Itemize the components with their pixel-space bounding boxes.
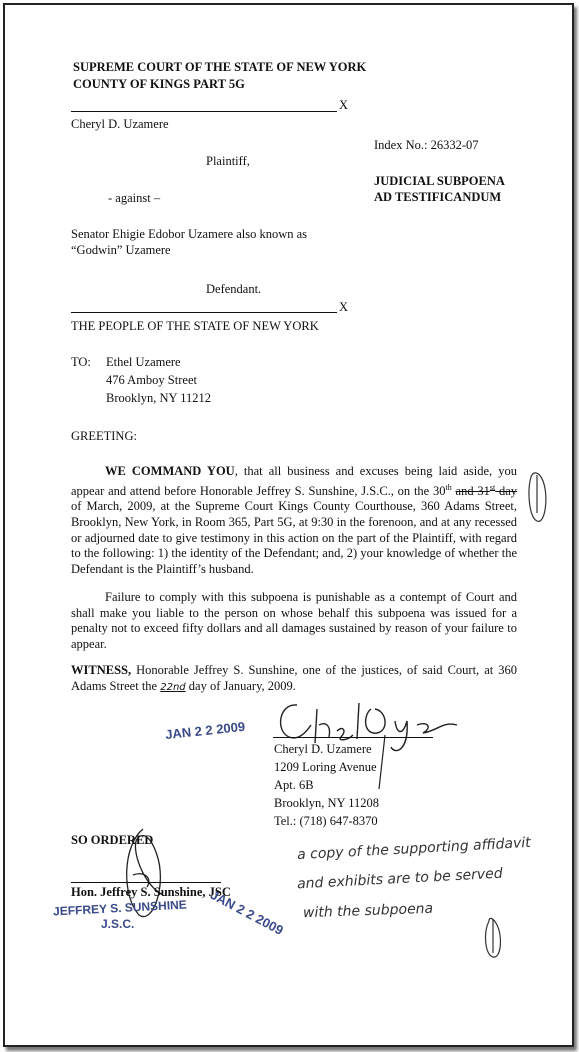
handwritten-note-2: and exhibits are to be served — [296, 865, 504, 893]
signature-scribble — [267, 691, 467, 791]
witness-heading: WITNESS, — [71, 663, 132, 677]
caption-x-top: X — [339, 98, 349, 112]
command-struck-date: and 31st day — [455, 482, 518, 498]
command-paragraph — [71, 464, 517, 577]
failure-paragraph: Failure to comply with this subpoena is punishable as a contempt of Court and shall make you liable to the person on whose behalf this subpoena was issued for a penalty not to exceed fifty dollars and all damages sustained by reason of your failure to appear. — [71, 590, 517, 651]
signer-name: Cheryl D. Uzamere — [274, 742, 372, 756]
date-stamp-2: JAN 2 2 2009 — [207, 887, 286, 938]
handwritten-note-3: with the subpoena — [302, 900, 434, 922]
subpoena-title-2: AD TESTIFICANDUM — [374, 190, 502, 204]
signer-apt: Apt. 6B — [274, 778, 314, 792]
document-page — [3, 3, 574, 1047]
defendant-name-1: Senator Ehigie Edobor Uzamere also known as — [71, 227, 308, 241]
plaintiff-label: Plaintiff, — [206, 154, 250, 168]
index-number: Index No.: 26332-07 — [374, 138, 479, 152]
caption-bottom-line — [71, 312, 337, 313]
court-name: SUPREME COURT OF THE STATE OF NEW YORK — [73, 60, 367, 74]
recipient-city: Brooklyn, NY 11212 — [106, 391, 211, 405]
so-ordered: SO ORDERED — [71, 833, 154, 847]
judge-signature-line — [71, 882, 221, 883]
command-text-b: of March, 2009, at the Supreme Court Kings County Courthouse, 360 Adams Street, Brooklyn, New York, in Room 365, Part 5G, at 9:30 in the forenoon, and at any recessed or adjourned date to give testimony in this action on the part of the Plaintiff, with regard to the following: 1) the identity of the Defendant; and, 2) your knowledge of whether the Defendant is the Plaintiff’s husband. — [71, 499, 517, 576]
command-superscript-th: th — [445, 482, 452, 492]
subpoena-title-1: JUDICIAL SUBPOENA — [374, 174, 505, 188]
recipient-street: 476 Amboy Street — [106, 373, 197, 387]
defendant-name-2: “Godwin” Uzamere — [71, 243, 171, 257]
against-label: - against – — [108, 191, 161, 205]
initials-mark-1 — [525, 467, 553, 527]
signer-street: 1209 Loring Avenue — [274, 760, 377, 774]
defendant-label: Defendant. — [206, 282, 262, 296]
judge-name: Hon. Jeffrey S. Sunshine, JSC — [71, 885, 231, 899]
judge-stamp-name: JEFFREY S. SUNSHINE — [52, 897, 188, 919]
witness-day-handwritten: 22nd — [160, 681, 186, 693]
to-label: TO: — [71, 355, 91, 369]
judge-stamp-title: J.S.C. — [101, 917, 135, 931]
handwritten-note-1: a copy of the supporting affidavit — [296, 834, 532, 864]
people-line: THE PEOPLE OF THE STATE OF NEW YORK — [71, 319, 319, 333]
date-stamp-1: JAN 2 2 2009 — [164, 718, 246, 743]
initials-mark-2 — [481, 913, 511, 963]
caption-x-bottom: X — [339, 300, 349, 314]
plaintiff-name: Cheryl D. Uzamere — [71, 117, 169, 131]
signature-line — [273, 737, 433, 738]
recipient-name: Ethel Uzamere — [106, 355, 181, 369]
witness-paragraph: WITNESS, Honorable Jeffrey S. Sunshine, one of the justices, of said Court, at 360 Adams Street the 22nd day of January, 2009. — [71, 663, 517, 693]
caption-top-line — [71, 111, 337, 112]
signer-phone: Tel.: (718) 647-8370 — [274, 814, 378, 828]
command-text-a: , that all business and excuses being laid aside, you appear and attend before Honorable Jeffrey S. Sunshine, J.S.C., on the 30 — [71, 464, 517, 498]
greeting: GREETING: — [71, 429, 137, 443]
court-county-part: COUNTY OF KINGS PART 5G — [73, 77, 245, 91]
command-heading: WE COMMAND YOU — [105, 464, 235, 478]
signer-city: Brooklyn, NY 11208 — [274, 796, 379, 810]
